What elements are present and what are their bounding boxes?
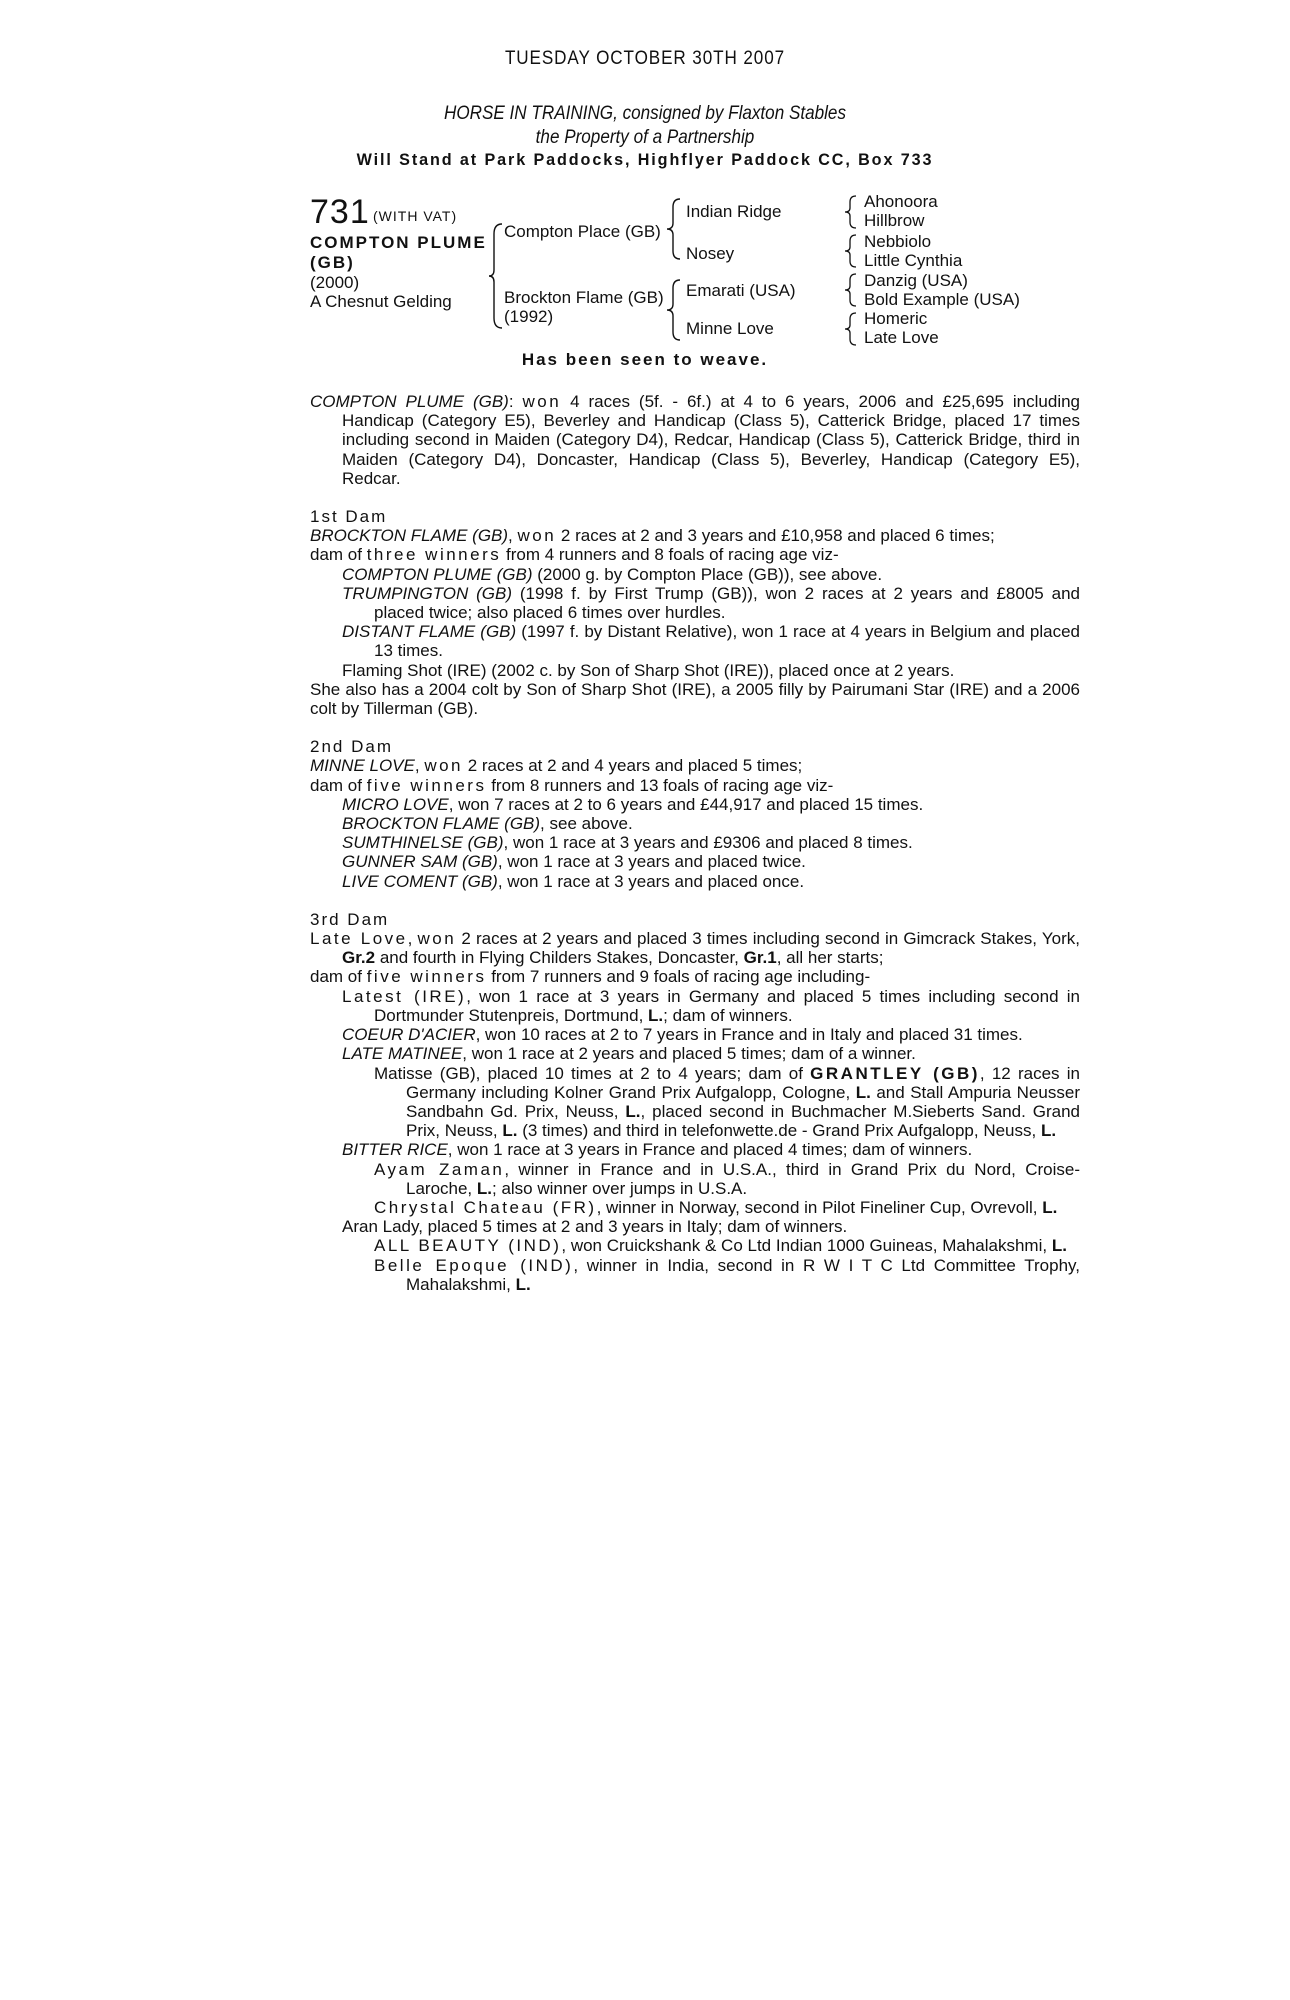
pedigree-brace-sire	[666, 197, 682, 261]
sire-dam: Nosey	[686, 244, 735, 263]
produce-item: MICRO LOVE, won 7 races at 2 to 6 years and £44,917 and placed 15 times.	[342, 794, 924, 814]
third-dam-heading: 3rd Dam	[310, 909, 390, 929]
produce-item: TRUMPINGTON (GB) (1998 f. by First Trump (GB)), won 2 races at 2 years and £8005 and placed twice; also placed 6 times over hurdles.	[342, 583, 1080, 623]
second-dam-produce-summary: dam of five winners from 8 runners and 13 foals of racing age viz-	[310, 775, 834, 795]
sire-sire: Indian Ridge	[686, 202, 782, 221]
ggp-nebbiolo: Nebbiolo	[864, 232, 932, 251]
ggp-little-cynthia: Little Cynthia	[864, 251, 963, 270]
ggp-late-love: Late Love	[864, 328, 939, 347]
produce-item: ALL BEAUTY (IND), won Cruickshank & Co Ltd Indian 1000 Guineas, Mahalakshmi, L.	[374, 1236, 1067, 1256]
horse-year: (2000)	[310, 273, 360, 292]
ggp-bold-example: Bold Example (USA)	[864, 290, 1020, 309]
pedigree-brace-ggp-1	[844, 194, 858, 230]
sire: Compton Place (GB)	[504, 222, 661, 241]
horse-description: A Chesnut Gelding	[310, 292, 452, 311]
produce-item: Belle Epoque (IND), winner in India, second in R W I T C Ltd Committee Trophy, Mahalakshmi, L.	[374, 1255, 1080, 1294]
dam-sire: Emarati (USA)	[686, 281, 796, 300]
second-dam-heading: 2nd Dam	[310, 737, 393, 757]
produce-item: BITTER RICE, won 1 race at 3 years in France and placed 4 times; dam of winners.	[342, 1140, 973, 1160]
produce-item: BROCKTON FLAME (GB), see above.	[342, 814, 633, 834]
second-dam-record: MINNE LOVE, won 2 races at 2 and 4 years and placed 5 times;	[310, 756, 803, 776]
vat-note: (WITH VAT)	[373, 208, 458, 224]
dam-dam: Minne Love	[686, 319, 774, 338]
produce-item: LATE MATINEE, won 1 race at 2 years and placed 5 times; dam of a winner.	[342, 1044, 916, 1064]
produce-item: SUMTHINELSE (GB), won 1 race at 3 years and £9306 and placed 8 times.	[342, 833, 913, 853]
summary-paragraph: COMPTON PLUME (GB): won 4 races (5f. - 6f.) at 4 to 6 years, 2006 and £25,695 including Handicap (Category E5), Beverley and Handicap (Class 5), Catterick Bridge, placed 17 times including second in Maiden (Category D4), Redcar, Handicap (Class 5), Catterick Bridge, third in Maiden (Category D4), Doncaster, Handicap (Class 5), Beverley, Handicap (Category E5), Redcar.	[310, 392, 1081, 488]
pedigree-brace-ggp-2	[844, 233, 858, 269]
summary-horse-name: COMPTON PLUME (GB)	[310, 392, 509, 411]
first-dam-record: BROCKTON FLAME (GB), won 2 races at 2 and 3 years and £10,958 and placed 6 times;	[310, 526, 995, 546]
produce-item: Chrystal Chateau (FR), winner in Norway, second in Pilot Fineliner Cup, Ovrevoll, L.	[374, 1197, 1058, 1217]
produce-item: Aran Lady, placed 5 times at 2 and 3 years in Italy; dam of winners.	[342, 1217, 848, 1237]
pedigree-brace-ggp-4	[844, 311, 858, 347]
first-dam-heading: 1st Dam	[310, 507, 388, 527]
stand-location: Will Stand at Park Paddocks, Highflyer Paddock CC, Box 733	[356, 150, 934, 169]
produce-item: DISTANT FLAME (GB) (1997 f. by Distant Relative), won 1 race at 4 years in Belgium and placed 13 times.	[342, 622, 1080, 661]
sale-date: TUESDAY OCTOBER 30TH 2007	[504, 48, 786, 69]
dam: Brockton Flame (GB)	[504, 288, 664, 307]
pedigree-brace-dam	[666, 278, 682, 342]
pedigree-brace-ggp-3	[844, 272, 858, 308]
pedigree-brace-main	[488, 222, 504, 330]
produce-item: Ayam Zaman, winner in France and in U.S.A., third in Grand Prix du Nord, Croise-Laroche, L.; also winner over jumps in U.S.A.	[374, 1159, 1080, 1198]
first-dam-produce-summary: dam of three winners from 4 runners and 8 foals of racing age viz-	[310, 545, 839, 565]
produce-item: COEUR D'ACIER, won 10 races at 2 to 7 years in France and in Italy and placed 31 times.	[342, 1025, 1023, 1045]
catalogue-body	[310, 392, 1080, 1294]
ggp-danzig: Danzig (USA)	[864, 271, 968, 290]
dam-year: (1992)	[504, 307, 554, 326]
ggp-homeric: Homeric	[864, 309, 928, 328]
produce-item: Latest (IRE), won 1 race at 3 years in Germany and placed 5 times including second in Dortmunder Stutenpreis, Dortmund, L.; dam of winners.	[342, 986, 1080, 1025]
ggp-hillbrow: Hillbrow	[864, 211, 925, 230]
third-dam-produce-summary: dam of five winners from 7 runners and 9 foals of racing age including-	[310, 967, 871, 987]
vice-note: Has been seen to weave.	[521, 350, 769, 369]
produce-item: COMPTON PLUME (GB) (2000 g. by Compton Place (GB)), see above.	[342, 564, 883, 584]
produce-item: Flaming Shot (IRE) (2002 c. by Son of Sharp Shot (IRE)), placed once at 2 years.	[342, 660, 955, 680]
first-dam-also: She also has a 2004 colt by Son of Sharp Shot (IRE), a 2005 filly by Pairumani Star (IRE) and a 2006 colt by Tillerman (GB).	[310, 679, 1080, 719]
property-line: the Property of a Partnership	[535, 127, 755, 148]
produce-item: Matisse (GB), placed 10 times at 2 to 4 years; dam of GRANTLEY (GB), 12 races in Germany including Kolner Grand Prix Aufgalopp, Cologne, L. and Stall Ampuria Neusser Sandbahn Gd. Prix, Neuss, L., placed second in Buchmacher M.Sieberts Sand. Grand Prix, Neuss, L. (3 times) and third in telefonwette.de - Grand Prix Aufgalopp, Neuss, L.	[374, 1063, 1080, 1141]
produce-item: GUNNER SAM (GB), won 1 race at 3 years and placed twice.	[342, 852, 806, 872]
horse-name: COMPTON PLUME (GB)	[310, 233, 487, 272]
lot-number: 731	[310, 193, 370, 231]
consignment-line: HORSE IN TRAINING, consigned by Flaxton Stables	[443, 103, 846, 124]
ggp-ahonoora: Ahonoora	[864, 192, 938, 211]
produce-item: LIVE COMENT (GB), won 1 race at 3 years and placed once.	[342, 871, 805, 891]
third-dam-record: Late Love, won 2 races at 2 years and placed 3 times including second in Gimcrack Stakes, York, Gr.2 and fourth in Flying Childers Stakes, Doncaster, Gr.1, all her starts;	[310, 929, 1080, 968]
